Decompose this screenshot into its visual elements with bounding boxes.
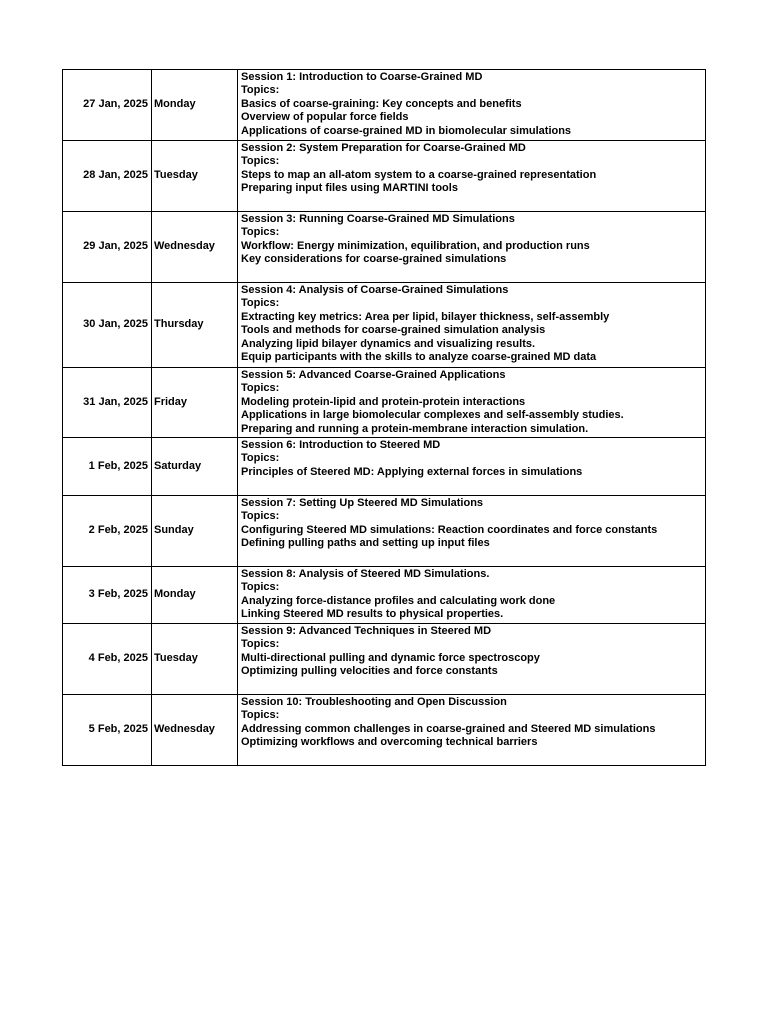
schedule-row	[63, 368, 706, 438]
session-date: 5 Feb, 2025	[63, 695, 152, 766]
topic-item: Workflow: Energy minimization, equilibration, and production runs	[241, 239, 590, 252]
schedule-table-body	[63, 70, 706, 766]
session-date: 27 Jan, 2025	[63, 70, 152, 141]
schedule-row	[63, 567, 706, 624]
topic-item: Basics of coarse-graining: Key concepts and benefits	[241, 97, 522, 110]
schedule-row	[63, 438, 706, 496]
session-details	[238, 695, 706, 766]
topic-item: Principles of Steered MD: Applying external forces in simulations	[241, 465, 583, 478]
session-date: 28 Jan, 2025	[63, 141, 152, 212]
topics-label: Topics:	[241, 84, 280, 97]
session-date: 29 Jan, 2025	[63, 212, 152, 283]
session-title: Session 5: Advanced Coarse-Grained Applications	[241, 369, 506, 381]
session-title: Session 7: Setting Up Steered MD Simulations	[241, 497, 484, 510]
topics-label: Topics:	[241, 581, 280, 594]
topic-item: Multi-directional pulling and dynamic force spectroscopy	[241, 651, 540, 664]
session-title: Session 4: Analysis of Coarse-Grained Simulations	[241, 284, 509, 296]
topics-label: Topics:	[241, 452, 280, 465]
session-details	[238, 368, 706, 438]
session-details	[238, 212, 706, 283]
session-details	[238, 567, 706, 624]
topic-item: Preparing input files using MARTINI tools	[241, 182, 458, 195]
topic-item: Optimizing workflows and overcoming technical barriers	[241, 736, 538, 749]
topics-label: Topics:	[241, 297, 280, 310]
topics-label: Topics:	[241, 510, 280, 523]
session-date: 31 Jan, 2025	[63, 368, 152, 438]
session-details	[238, 496, 706, 567]
topic-item: Extracting key metrics: Area per lipid, bilayer thickness, self-assembly	[241, 310, 610, 323]
session-title: Session 9: Advanced Techniques in Steered MD	[241, 625, 492, 638]
session-title: Session 10: Troubleshooting and Open Discussion	[241, 696, 507, 709]
topic-item: Tools and methods for coarse-grained simulation analysis	[241, 324, 546, 337]
topics-label: Topics:	[241, 155, 280, 168]
session-day: Monday	[152, 70, 238, 141]
session-day: Wednesday	[152, 695, 238, 766]
topic-item: Applications of coarse-grained MD in biomolecular simulations	[241, 124, 572, 137]
session-day: Tuesday	[152, 141, 238, 212]
topics-label: Topics:	[241, 638, 280, 651]
topic-item: Analyzing lipid bilayer dynamics and visualizing results.	[241, 337, 536, 350]
topic-item: Applications in large biomolecular complexes and self-assembly studies.	[241, 409, 624, 422]
topics-label: Topics:	[241, 709, 280, 722]
schedule-row	[63, 70, 706, 141]
session-day: Saturday	[152, 438, 238, 496]
schedule-row	[63, 212, 706, 283]
session-date: 2 Feb, 2025	[63, 496, 152, 567]
topics-label: Topics:	[241, 382, 280, 395]
schedule-row	[63, 496, 706, 567]
session-details	[238, 438, 706, 496]
session-title: Session 3: Running Coarse-Grained MD Simulations	[241, 213, 515, 225]
topic-item: Addressing common challenges in coarse-grained and Steered MD simulations	[241, 722, 656, 735]
topic-item: Preparing and running a protein-membrane interaction simulation.	[241, 422, 589, 435]
session-title: Session 1: Introduction to Coarse-Grained MD	[241, 71, 483, 83]
schedule-row	[63, 624, 706, 695]
topic-item: Modeling protein-lipid and protein-protein interactions	[241, 395, 526, 408]
schedule-row	[63, 695, 706, 766]
session-title: Session 2: System Preparation for Coarse-Grained MD	[241, 142, 526, 154]
session-date: 4 Feb, 2025	[63, 624, 152, 695]
session-title: Session 8: Analysis of Steered MD Simulations.	[241, 568, 490, 581]
topic-item: Configuring Steered MD simulations: Reaction coordinates and force constants	[241, 523, 658, 536]
topic-item: Key considerations for coarse-grained simulations	[241, 253, 507, 266]
session-day: Wednesday	[152, 212, 238, 283]
session-details	[238, 141, 706, 212]
schedule-row	[63, 141, 706, 212]
topic-item: Linking Steered MD results to physical properties.	[241, 608, 504, 621]
topic-item: Optimizing pulling velocities and force constants	[241, 665, 498, 678]
topic-item: Equip participants with the skills to analyze coarse-grained MD data	[241, 351, 597, 364]
topic-item: Overview of popular force fields	[241, 111, 409, 124]
session-date: 3 Feb, 2025	[63, 567, 152, 624]
topic-item: Defining pulling paths and setting up input files	[241, 537, 490, 550]
schedule-table	[62, 69, 706, 766]
topics-label: Topics:	[241, 226, 280, 239]
session-date: 1 Feb, 2025	[63, 438, 152, 496]
session-details	[238, 283, 706, 368]
session-day: Thursday	[152, 283, 238, 368]
session-details	[238, 624, 706, 695]
topic-item: Analyzing force-distance profiles and calculating work done	[241, 594, 556, 607]
session-day: Friday	[152, 368, 238, 438]
session-day: Sunday	[152, 496, 238, 567]
session-date: 30 Jan, 2025	[63, 283, 152, 368]
schedule-row	[63, 283, 706, 368]
session-day: Tuesday	[152, 624, 238, 695]
session-title: Session 6: Introduction to Steered MD	[241, 439, 441, 452]
topic-item: Steps to map an all-atom system to a coarse-grained representation	[241, 168, 597, 181]
session-details	[238, 70, 706, 141]
session-day: Monday	[152, 567, 238, 624]
